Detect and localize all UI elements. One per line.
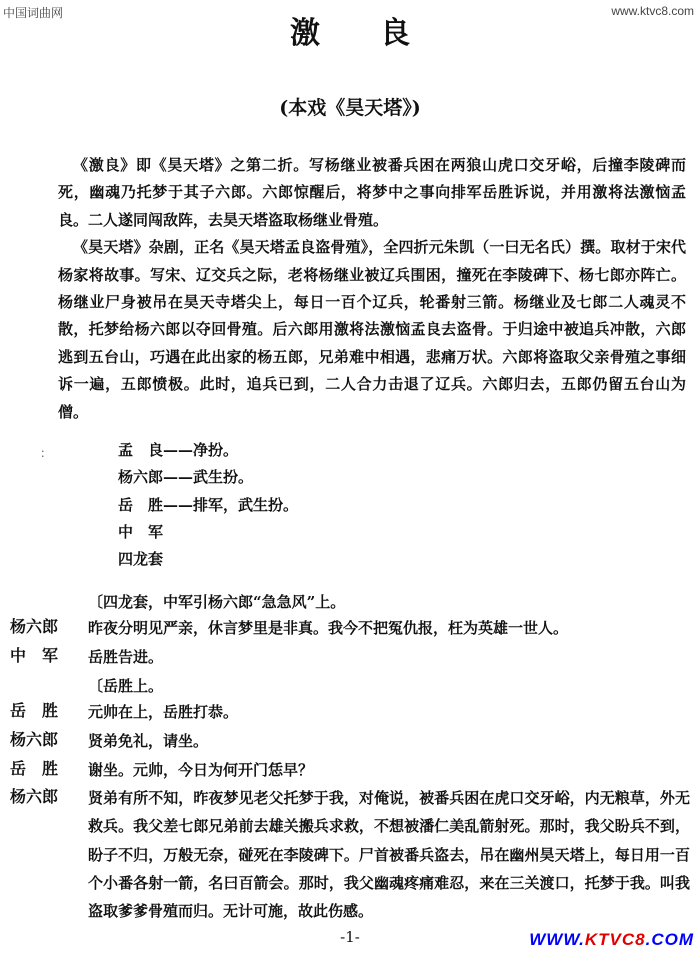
dialogue-line [10,698,690,726]
speaker-name: 杨六郎 [10,730,59,749]
dialogue-line [10,643,690,671]
intro-section [58,152,686,426]
site-footer-part: .COM [645,930,694,949]
dialogue-line [10,614,690,642]
speaker-name: 杨六郎 [10,617,59,636]
speaker-name: 杨六郎 [10,787,59,806]
page-title: 激良 [290,16,470,51]
dialogue-text: 元帅在上，岳胜打恭。 [88,703,239,721]
dialogue-text: 贤弟有所不知，昨夜梦见老父托梦于我，对俺说，被番兵困在虎口交牙峪，内无粮草，外无救兵。我父差七郎兄弟前去雄关搬兵求救，不想被潘仁美乱箭射死。那时，我父盼兵不到，盼子不归，万般无奈，碰死在李陵碑下。尸首被番兵盗去，吊在幽州昊天塔上，每日用一百个小番各射一箭，名曰百箭会。那时，我父幽魂疼痛难忍，来在三关渡口，托梦于我。叫我盗取爹爹骨殖而归。无计可施，故此伤感。 [88,789,690,921]
speaker-name: 岳 胜 [10,759,59,778]
site-footer [529,930,694,950]
cast-item: 杨六郎——武生扮。 [118,468,254,487]
stage-direction: 〔四龙套，中军引杨六郎“急急风”上。 [88,593,346,611]
dialogue-text: 昨夜分明见严亲，休言梦里是非真。我今不把冤仇报，枉为英雄一世人。 [88,619,569,637]
dialogue-line [10,784,690,925]
dialogue-line [10,727,690,755]
cast-item: 孟 良——净扮。 [118,441,239,459]
speaker-name: 中 军 [10,646,59,665]
watermark-right: www.ktvc8.com [611,4,694,18]
site-footer-part: KTVC8 [584,930,646,949]
site-footer-part: WWW. [529,930,585,949]
cast-item: 岳 胜——排军，武生扮。 [118,495,299,514]
stage-direction: 〔岳胜上。 [88,677,164,695]
cast-list [118,437,298,573]
dialogue-text: 岳胜告进。 [88,648,164,666]
speaker-name: 岳 胜 [10,701,59,720]
cast-item: 中 军 [118,522,164,541]
dialogue-text: 谢坐。元帅，今日为何开门恁早？ [88,761,314,779]
cast-item: 四龙套 [118,550,164,569]
watermark-left: 中国词曲网 [3,6,64,20]
intro-paragraph: 《昊天塔》杂剧，正名《昊天塔孟良盗骨殖》，全四折元朱凯（一曰无名氏）撰。取材于宋代杨家将故事。写宋、辽交兵之际，老将杨继业被辽兵围困，撞死在李陵碑下、杨七郎亦阵亡。杨继业尸身被吊在昊天寺塔尖上，每日一百个辽兵，轮番射三箭。杨继业及七郎二人魂灵不散，托梦给杨六郎以夺回骨殖。后六郎用激将法激恼孟良去盗骨。于归途中被追兵冲散，六郎逃到五台山，巧遇在此出家的杨五郎，兄弟难中相遇，悲痛万状。六郎将盗取父亲骨殖之事细诉一遍，五郎愤极。此时，追兵已到，二人合力击退了辽兵。六郎归去，五郎仍留五台山为僧。 [58,238,686,421]
page-subtitle: (本戏《昊天塔》) [279,97,421,119]
cast-mark: ： [40,446,53,460]
page-number: -1- [340,928,360,946]
intro-paragraph: 《激良》即《昊天塔》之第二折。写杨继业被番兵困在两狼山虎口交牙峪，后撞李陵碑而死，幽魂乃托梦于其子六郎。六郎惊醒后，将梦中之事向排军岳胜诉说，并用激将法激恼孟良。二人遂同闯敌阵，去昊天塔盗取杨继业骨殖。 [58,156,686,229]
dialogue-line [10,756,690,784]
dialogue-text: 贤弟免礼，请坐。 [88,732,209,750]
